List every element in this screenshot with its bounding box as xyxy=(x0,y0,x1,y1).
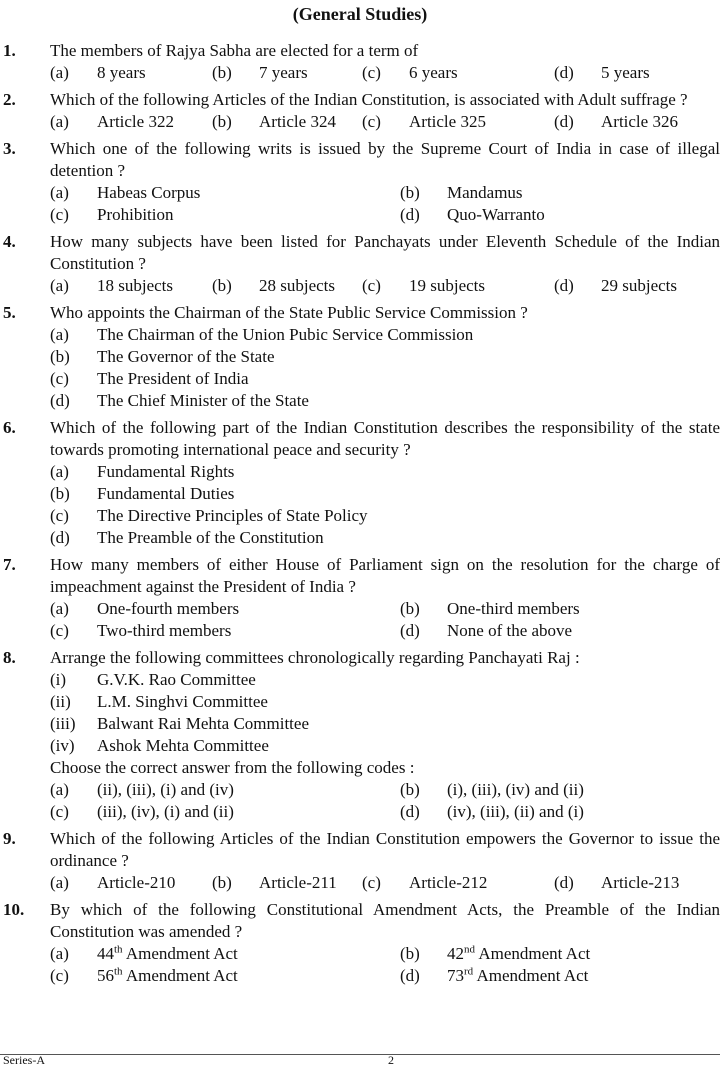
list-item xyxy=(50,735,720,757)
option-c xyxy=(362,275,554,297)
option-a xyxy=(50,182,400,204)
option-text: Article 325 xyxy=(409,112,486,131)
option-label: (c) xyxy=(50,369,69,388)
option-label: (a) xyxy=(50,63,69,82)
option-label: (c) xyxy=(362,112,381,131)
option-text: The President of India xyxy=(97,369,249,388)
option-text: 18 subjects xyxy=(97,276,174,295)
question-6 xyxy=(0,417,720,549)
option-text: (iv), (iii), (ii) and (i) xyxy=(447,802,584,821)
option-label: (c) xyxy=(362,63,381,82)
option-label: (b) xyxy=(212,276,232,295)
question-text: The members of Rajya Sabha are elected for a term of xyxy=(50,41,419,60)
options xyxy=(50,324,720,412)
item-label: (iii) xyxy=(50,714,76,733)
item-text: Balwant Rai Mehta Committee xyxy=(97,714,309,733)
option-a xyxy=(50,943,400,965)
committee-list xyxy=(50,669,720,757)
options xyxy=(50,62,720,84)
option-d xyxy=(554,275,720,297)
option-text: 6 years xyxy=(409,63,458,82)
option-label: (c) xyxy=(362,873,381,892)
option-label: (c) xyxy=(50,506,69,525)
option-text: Article-211 xyxy=(259,873,337,892)
option-text xyxy=(447,965,588,987)
option-label: (d) xyxy=(554,276,574,295)
option-text xyxy=(97,943,238,965)
option-a xyxy=(50,275,212,297)
option-text: The Chairman of the Union Pubic Service Commission xyxy=(97,325,474,344)
ordinal-suffix: th xyxy=(114,965,123,978)
question-text: How many subjects have been listed for Panchayats under Eleventh Schedule of the Indian Constitution ? xyxy=(50,232,720,273)
option-text: Prohibition xyxy=(97,205,174,224)
question-4 xyxy=(0,231,720,297)
option-b xyxy=(400,598,720,620)
option-text: Two-third members xyxy=(97,621,232,640)
option-text: Quo-Warranto xyxy=(447,205,545,224)
option-text: None of the above xyxy=(447,621,573,640)
option-text: (ii), (iii), (i) and (iv) xyxy=(97,780,234,799)
option-label: (c) xyxy=(50,802,69,821)
question-10 xyxy=(0,899,720,987)
option-a xyxy=(50,111,212,133)
question-number: 9. xyxy=(3,829,16,848)
option-c xyxy=(50,801,400,823)
item-label: (i) xyxy=(50,670,67,689)
option-label: (b) xyxy=(400,183,420,202)
option-text: 29 subjects xyxy=(601,276,678,295)
option-label: (d) xyxy=(400,205,420,224)
option-label: (d) xyxy=(400,621,420,640)
options xyxy=(50,943,720,987)
option-b xyxy=(212,111,362,133)
option-label: (d) xyxy=(50,528,70,547)
option-text: Article 324 xyxy=(259,112,336,131)
question-7 xyxy=(0,554,720,642)
question-text: Which one of the following writs is issued by the Supreme Court of India in case of illegal detention ? xyxy=(50,139,720,180)
amendment-text: Amendment Act xyxy=(478,944,591,963)
option-a xyxy=(50,598,400,620)
question-number: 5. xyxy=(3,303,16,322)
option-c xyxy=(50,204,400,226)
option-label: (b) xyxy=(400,944,420,963)
item-label: (ii) xyxy=(50,692,71,711)
question-number: 3. xyxy=(3,139,16,158)
option-c xyxy=(50,368,720,390)
option-label: (b) xyxy=(400,780,420,799)
option-text xyxy=(97,965,238,987)
option-label: (b) xyxy=(400,599,420,618)
option-text: Habeas Corpus xyxy=(97,183,201,202)
option-c xyxy=(362,872,554,894)
option-label: (c) xyxy=(50,205,69,224)
question-number: 4. xyxy=(3,232,16,251)
option-text: The Directive Principles of State Policy xyxy=(97,506,368,525)
question-text: Arrange the following committees chronologically regarding Panchayati Raj : xyxy=(50,648,580,667)
page-number: 2 xyxy=(388,1053,394,1067)
option-b xyxy=(212,275,362,297)
option-d xyxy=(400,801,720,823)
option-label: (a) xyxy=(50,183,69,202)
ordinal-suffix: th xyxy=(114,943,123,956)
option-label: (d) xyxy=(400,802,420,821)
option-label: (a) xyxy=(50,276,69,295)
option-text: Fundamental Rights xyxy=(97,462,235,481)
option-text: Article-210 xyxy=(97,873,176,892)
option-a xyxy=(50,779,400,801)
option-text: 5 years xyxy=(601,63,650,82)
option-text: Mandamus xyxy=(447,183,523,202)
option-text: (i), (iii), (iv) and (ii) xyxy=(447,780,584,799)
option-b xyxy=(212,62,362,84)
option-text: One-fourth members xyxy=(97,599,240,618)
option-c xyxy=(362,62,554,84)
amendment-text: Amendment Act xyxy=(125,966,238,985)
option-text: The Governor of the State xyxy=(97,347,275,366)
options xyxy=(50,461,720,549)
option-c xyxy=(50,505,720,527)
option-label: (d) xyxy=(50,391,70,410)
option-label: (a) xyxy=(50,325,69,344)
ordinal-suffix: nd xyxy=(464,943,475,956)
option-label: (a) xyxy=(50,873,69,892)
option-d xyxy=(400,620,720,642)
option-b xyxy=(400,779,720,801)
option-text: The Chief Minister of the State xyxy=(97,391,309,410)
option-text: (iii), (iv), (i) and (ii) xyxy=(97,802,234,821)
item-text: Ashok Mehta Committee xyxy=(97,736,269,755)
question-2 xyxy=(0,89,720,133)
option-text: Fundamental Duties xyxy=(97,484,235,503)
option-label: (a) xyxy=(50,462,69,481)
item-text: L.M. Singhvi Committee xyxy=(97,692,268,711)
option-d xyxy=(554,62,720,84)
option-b xyxy=(50,346,720,368)
option-text: Article-213 xyxy=(601,873,680,892)
option-label: (c) xyxy=(50,966,69,985)
question-text: By which of the following Constitutional Amendment Acts, the Preamble of the Indian Constitution was amended ? xyxy=(50,900,720,941)
option-label: (b) xyxy=(50,484,70,503)
amendment-number: 44 xyxy=(97,944,114,963)
question-text: Which of the following Articles of the Indian Constitution, is associated with Adult suffrage ? xyxy=(50,90,688,109)
option-label: (d) xyxy=(400,966,420,985)
option-text: 19 subjects xyxy=(409,276,486,295)
list-item xyxy=(50,691,720,713)
option-d xyxy=(400,204,720,226)
question-8 xyxy=(0,647,720,823)
option-label: (a) xyxy=(50,112,69,131)
option-label: (a) xyxy=(50,599,69,618)
option-c xyxy=(50,965,400,987)
page-title: (General Studies) xyxy=(292,4,428,24)
amendment-number: 42 xyxy=(447,944,464,963)
options xyxy=(50,598,720,642)
item-label: (iv) xyxy=(50,736,75,755)
option-label: (a) xyxy=(50,944,69,963)
question-5 xyxy=(0,302,720,412)
question-number: 7. xyxy=(3,555,16,574)
question-text: How many members of either House of Parliament sign on the resolution for the charge of impeachment against the President of India ? xyxy=(50,555,720,596)
option-label: (c) xyxy=(362,276,381,295)
ordinal-suffix: rd xyxy=(464,965,474,978)
question-9 xyxy=(0,828,720,894)
option-text: Article-212 xyxy=(409,873,488,892)
options xyxy=(50,872,720,894)
question-3 xyxy=(0,138,720,226)
option-label: (b) xyxy=(212,873,232,892)
option-text: Article 326 xyxy=(601,112,678,131)
question-list xyxy=(0,40,720,992)
option-d xyxy=(554,111,720,133)
option-text: 7 years xyxy=(259,63,308,82)
amendment-number: 56 xyxy=(97,966,114,985)
option-label: (b) xyxy=(212,63,232,82)
option-label: (b) xyxy=(212,112,232,131)
amendment-number: 73 xyxy=(447,966,464,985)
option-label: (d) xyxy=(554,112,574,131)
options xyxy=(50,275,720,297)
footer-divider xyxy=(0,1054,720,1055)
option-d xyxy=(554,872,720,894)
options xyxy=(50,779,720,823)
option-label: (a) xyxy=(50,780,69,799)
list-item xyxy=(50,713,720,735)
amendment-text: Amendment Act xyxy=(125,944,238,963)
question-number: 2. xyxy=(3,90,16,109)
option-label: (d) xyxy=(554,873,574,892)
question-text: Which of the following part of the Indian Constitution describes the responsibility of the state towards promoting international peace and security ? xyxy=(50,418,720,459)
option-text: 28 subjects xyxy=(259,276,336,295)
question-text: Who appoints the Chairman of the State Public Service Commission ? xyxy=(50,303,528,322)
option-d xyxy=(50,390,720,412)
option-b xyxy=(400,943,720,965)
question-number: 10. xyxy=(3,900,25,919)
option-c xyxy=(50,620,400,642)
question-1 xyxy=(0,40,720,84)
option-b xyxy=(50,483,720,505)
option-text xyxy=(447,943,590,965)
option-c xyxy=(362,111,554,133)
option-b xyxy=(212,872,362,894)
option-d xyxy=(50,527,720,549)
question-text: Which of the following Articles of the Indian Constitution empowers the Governor to issue the ordinance ? xyxy=(50,829,720,870)
question-number: 6. xyxy=(3,418,16,437)
option-text: One-third members xyxy=(447,599,580,618)
item-text: G.V.K. Rao Committee xyxy=(97,670,256,689)
option-label: (b) xyxy=(50,347,70,366)
option-a xyxy=(50,461,720,483)
option-text: Article 322 xyxy=(97,112,174,131)
options xyxy=(50,111,720,133)
option-a xyxy=(50,872,212,894)
option-a xyxy=(50,324,720,346)
option-d xyxy=(400,965,720,987)
question-number: 1. xyxy=(3,41,16,60)
instruction-note: Choose the correct answer from the following codes : xyxy=(50,758,415,777)
options xyxy=(50,182,720,226)
series-label: Series-A xyxy=(3,1053,45,1067)
option-text: 8 years xyxy=(97,63,146,82)
option-text: The Preamble of the Constitution xyxy=(97,528,324,547)
question-number: 8. xyxy=(3,648,16,667)
amendment-text: Amendment Act xyxy=(476,966,589,985)
list-item xyxy=(50,669,720,691)
option-label: (c) xyxy=(50,621,69,640)
option-b xyxy=(400,182,720,204)
option-a xyxy=(50,62,212,84)
option-label: (d) xyxy=(554,63,574,82)
